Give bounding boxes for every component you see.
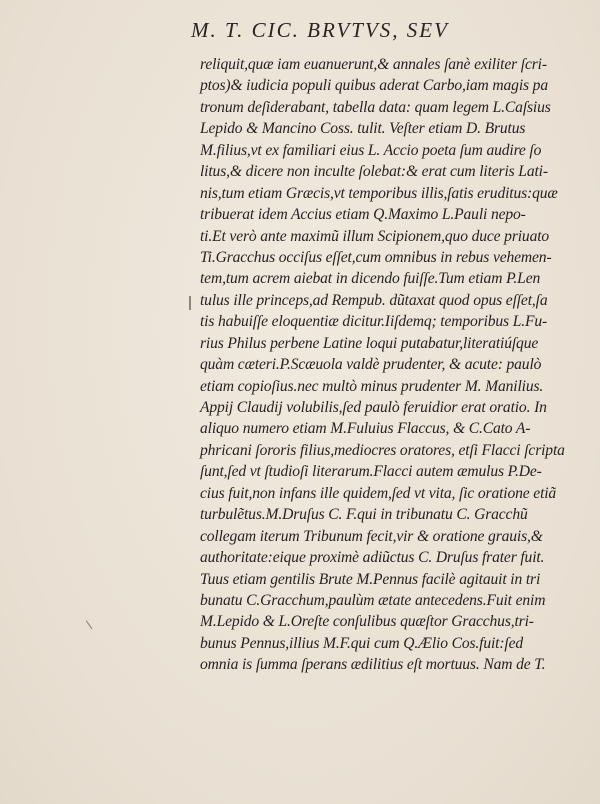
text-line: tronum deſiderabant, tabella data: quam legem L.Caſsius — [200, 98, 551, 116]
running-head: M. T. CIC. BRVTVS, SEV — [191, 18, 449, 42]
text-line: phricani ſororis filius,mediocres oratores, etſi Flacci ſcripta — [200, 441, 565, 459]
text-line: etiam copioſius.nec multò minus prudenter M. Manilius. — [200, 377, 544, 395]
text-line: Appij Claudij volubilis,ſed paulò feruidior erat oratio. In — [200, 399, 547, 416]
text-line: tem,tum acrem aiebat in dicendo fuiſſe.Tum etiam P.Len — [200, 270, 541, 288]
text-line: Tuus etiam gentilis Brute M.Pennus facilè agitauit in tri — [200, 570, 541, 588]
text-line: bunatu C.Gracchum,paulùm ætate antecedens.Fuit enim — [200, 591, 546, 609]
text-line: reliquit,quæ iam euanuerunt,& annales ſanè exiliter ſcri- — [200, 56, 547, 73]
text-line: litus,& dicere non inculte ſolebat:& erat cum literis Lati- — [200, 163, 548, 181]
text-line: omnia is ſumma ſperans ædilitius eſt mortuus. Nam de T. — [200, 656, 546, 674]
text-line: rius Philus perbene Latine loqui putabatur,literatiúſque — [200, 334, 539, 352]
text-line: ti.Et verò ante maximũ illum Scipionem,quo duce priuato — [200, 227, 550, 245]
body-text — [200, 54, 590, 676]
text-line: ſunt,ſed vt ſtudioſi literarum.Flacci autem æmulus P.De- — [200, 463, 542, 481]
text-line: ptos)& iudicia populi quibus aderat Carbo,iam magis pa — [200, 77, 548, 95]
text-line: Ti.Gracchus occiſus eſſet,cum omnibus in rebus vehemen- — [200, 248, 552, 266]
margin-mark-stroke — [86, 617, 97, 629]
text-line: aliquo numero etiam M.Fuluius Flaccus, & C.Cato A- — [200, 420, 531, 438]
text-line: collegam iterum Tribunum fecit,vir & oratione grauis,& — [200, 527, 543, 545]
text-line: M.filius,vt ex familiari eius L. Accio poeta ſum audire ſo — [200, 141, 542, 159]
text-line: authoritate:eique proximè adiũctus C. Druſus frater fuit. — [200, 549, 545, 567]
text-line: bunus Pennus,illius M.F.qui cum Q.Ælio Cos.fuit:ſed — [200, 634, 523, 652]
text-line: tulus ille princeps,ad Rempub. dũtaxat quod opus eſſet,ſa — [200, 291, 548, 309]
text-line: cius fuit,non infans ille quidem,ſed vt vita, ſic oratione etiã — [200, 484, 557, 502]
margin-mark — [189, 296, 191, 310]
text-line: M.Lepido & L.Oreſte conſulibus quæſtor Gracchus,tri- — [200, 613, 534, 631]
text-line: Lepido & Mancino Coss. tulit. Veſter etiam D. Brutus — [200, 120, 526, 138]
text-line: quàm cæteri.P.Scæuola valdè prudenter, & acute: paulò — [200, 356, 542, 374]
text-line: tis habuiſſe eloquentiæ dicitur.Iiſdemq; temporibus L.Fu- — [200, 313, 548, 331]
text-line: turbulẽtus.M.Druſus C. F.qui in tribunatu C. Gracchũ — [200, 506, 528, 524]
text-line: tribuerat idem Accius etiam Q.Maximo L.Pauli nepo- — [200, 206, 526, 224]
text-line: nis,tum etiam Græcis,vt temporibus illis,ſatis eruditus:quæ — [200, 184, 558, 202]
